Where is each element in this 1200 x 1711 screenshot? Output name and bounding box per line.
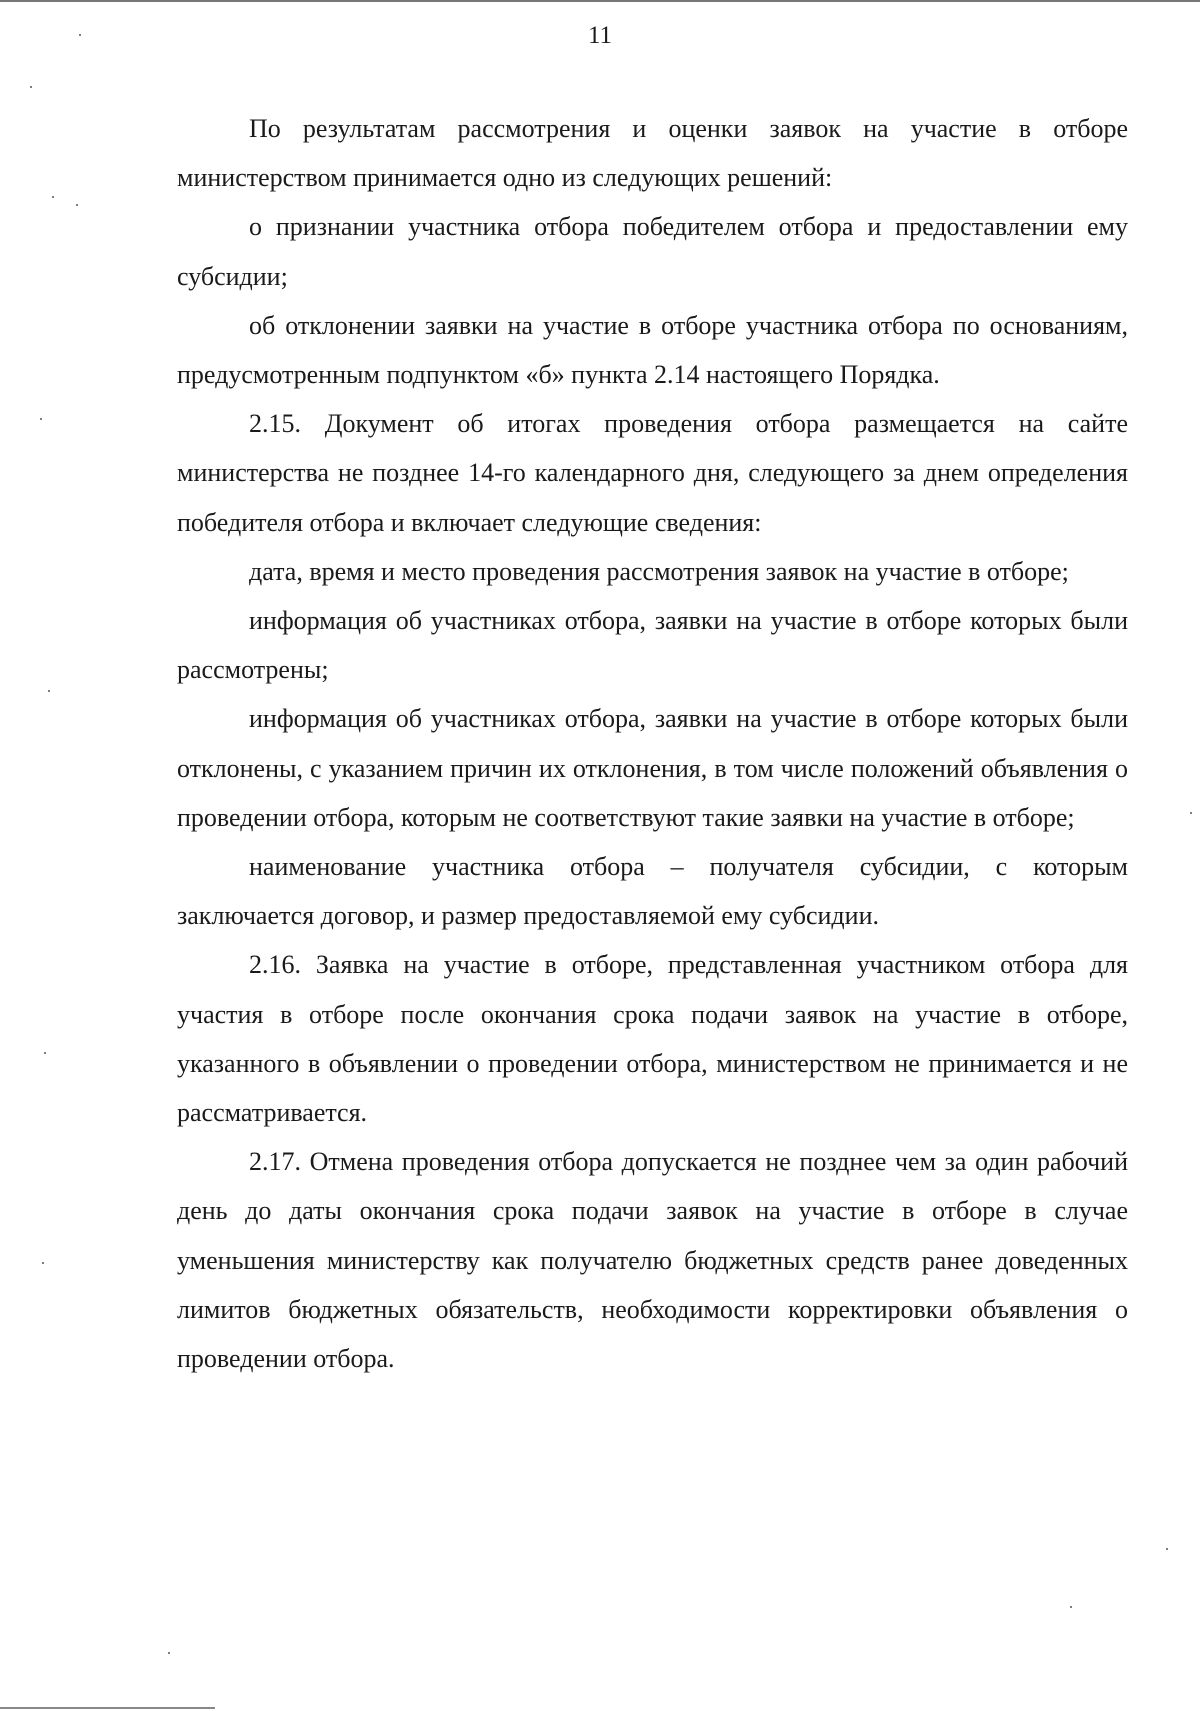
paragraph: 2.16. Заявка на участие в отборе, представленная участником отбора для участия в отборе после окончания срока подачи заявок на участие в отборе, указанного в объявлении о проведении отбора, министерством не принимается и не рассматривается. xyxy=(177,950,1128,1128)
scan-speck xyxy=(168,1652,170,1654)
scan-speck xyxy=(76,204,78,206)
paragraph: дата, время и место проведения рассмотрения заявок на участие в отборе; xyxy=(249,556,1069,586)
paragraph: 2.15. Документ об итогах проведения отбора размещается на сайте министерства не позднее 14-го календарного дня, следующего за днем определения победителя отбора и включает следующие сведения: xyxy=(177,409,1128,537)
paragraph: информация об участниках отбора, заявки на участие в отборе которых были рассмотрены; xyxy=(177,606,1128,685)
scan-speck xyxy=(40,418,42,420)
paragraph: 2.17. Отмена проведения отбора допускается не позднее чем за один рабочий день до даты окончания срока подачи заявок на участие в отборе в случае уменьшения министерству как получателю бюджетных средств ранее доведенных лимитов бюджетных обязательств, необходимости корректировки объявления о проведении отбора. xyxy=(177,1147,1128,1374)
scan-bottom-edge-line xyxy=(0,1707,215,1709)
scan-speck xyxy=(1166,1548,1168,1550)
document-body xyxy=(177,104,1128,1383)
paragraph: информация об участниках отбора, заявки на участие в отборе которых были отклонены, с указанием причин их отклонения, в том числе положений объявления о проведении отбора, которым не соответствуют такие заявки на участие в отборе; xyxy=(177,704,1128,832)
scan-speck xyxy=(30,86,32,88)
page-number: 11 xyxy=(587,22,613,49)
scan-speck xyxy=(48,690,50,692)
paragraph: наименование участника отбора – получателя субсидии, с которым заключается договор, и размер предоставляемой ему субсидии. xyxy=(177,852,1128,931)
scan-speck xyxy=(42,1262,44,1264)
paragraph: об отклонении заявки на участие в отборе участника отбора по основаниям, предусмотренным подпунктом «б» пункта 2.14 настоящего Порядка. xyxy=(177,310,1128,390)
scan-speck xyxy=(1070,1606,1072,1608)
scan-top-edge-line xyxy=(0,0,1200,2)
scan-speck xyxy=(44,1052,46,1054)
scan-speck xyxy=(52,196,54,198)
paragraph: о признании участника отбора победителем отбора и предоставлении ему субсидии; xyxy=(177,212,1128,291)
paragraph: По результатам рассмотрения и оценки заявок на участие в отборе министерством принимается одно из следующих решений: xyxy=(177,114,1128,193)
scan-speck xyxy=(79,34,81,36)
scan-speck xyxy=(1190,812,1192,814)
